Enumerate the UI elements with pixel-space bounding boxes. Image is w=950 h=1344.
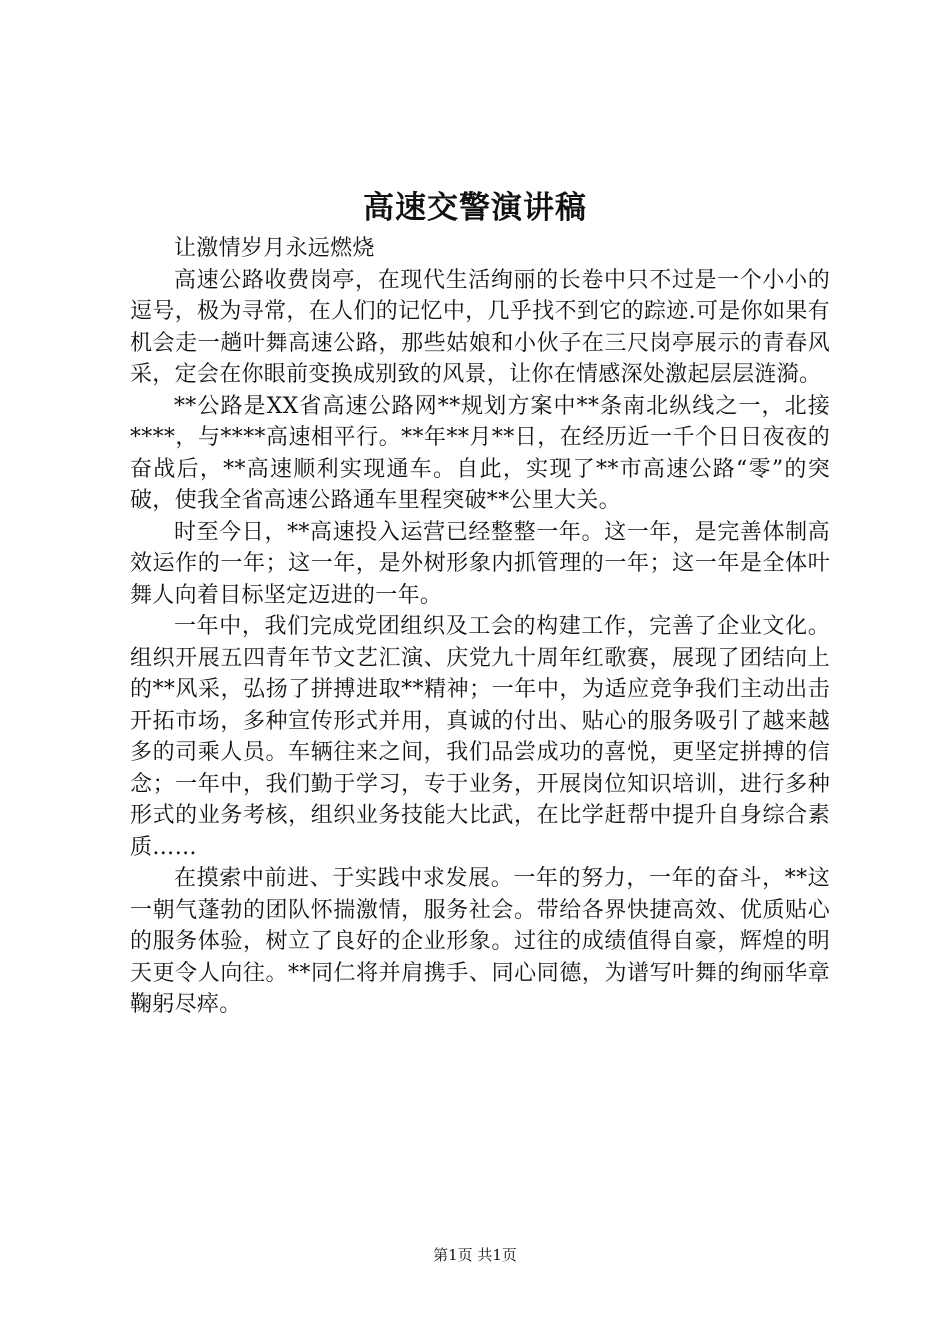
paragraph-3: 时至今日，**高速投入运营已经整整一年。这一年，是完善体制高效运作的一年；这一年，是外树形象内抓管理的一年；这一年是全体叶舞人向着目标坚定迈进的一年。 <box>130 519 830 608</box>
document-subtitle: 让激情岁月永远燃烧 <box>174 236 375 261</box>
paragraph-2: **公路是XX省高速公路网**规划方案中**条南北纵线之一，北接****，与****高速相平行。**年**月**日，在经历近一千个日日夜夜的奋战后，**高速顺利实现通车。自此，实现了**市高速公路“零”的突破，使我全省高速公路通车里程突破**公里大关。 <box>130 393 830 513</box>
paragraph-4: 一年中，我们完成党团组织及工会的构建工作，完善了企业文化。组织开展五四青年节文艺汇演、庆党九十周年红歌赛，展现了团结向上的**风采，弘扬了拼搏进取**精神；一年中，为适应竞争我们主动出击开拓市场，多种宣传形式并用，真诚的付出、贴心的服务吸引了越来越多的司乘人员。车辆往来之间，我们品尝成功的喜悦，更坚定拼搏的信念；一年中，我们勤于学习，专于业务，开展岗位知识培训，进行多种形式的业务考核，组织业务技能大比武，在比学赶帮中提升自身综合素质…… <box>130 614 830 860</box>
document-title: 高速交警演讲稿 <box>363 190 587 226</box>
paragraph-1: 高速公路收费岗亭，在现代生活绚丽的长卷中只不过是一个小小的逗号，极为寻常，在人们的记忆中，几乎找不到它的踪迹.可是你如果有机会走一趟叶舞高速公路，那些姑娘和小伙子在三尺岗亭展示的青春风采，定会在你眼前变换成别致的风景，让你在情感深处激起层层涟漪。 <box>130 267 830 387</box>
page-number-footer: 第1页 共1页 <box>433 1246 517 1264</box>
document-body <box>130 233 830 1021</box>
paragraph-5: 在摸索中前进、于实践中求发展。一年的努力，一年的奋斗，**这一朝气蓬勃的团队怀揣激情，服务社会。带给各界快捷高效、优质贴心的服务体验，树立了良好的企业形象。过往的成绩值得自豪，辉煌的明天更令人向往。**同仁将并肩携手、同心同德，为谱写叶舞的绚丽华章鞠躬尽瘁。 <box>130 866 830 1017</box>
